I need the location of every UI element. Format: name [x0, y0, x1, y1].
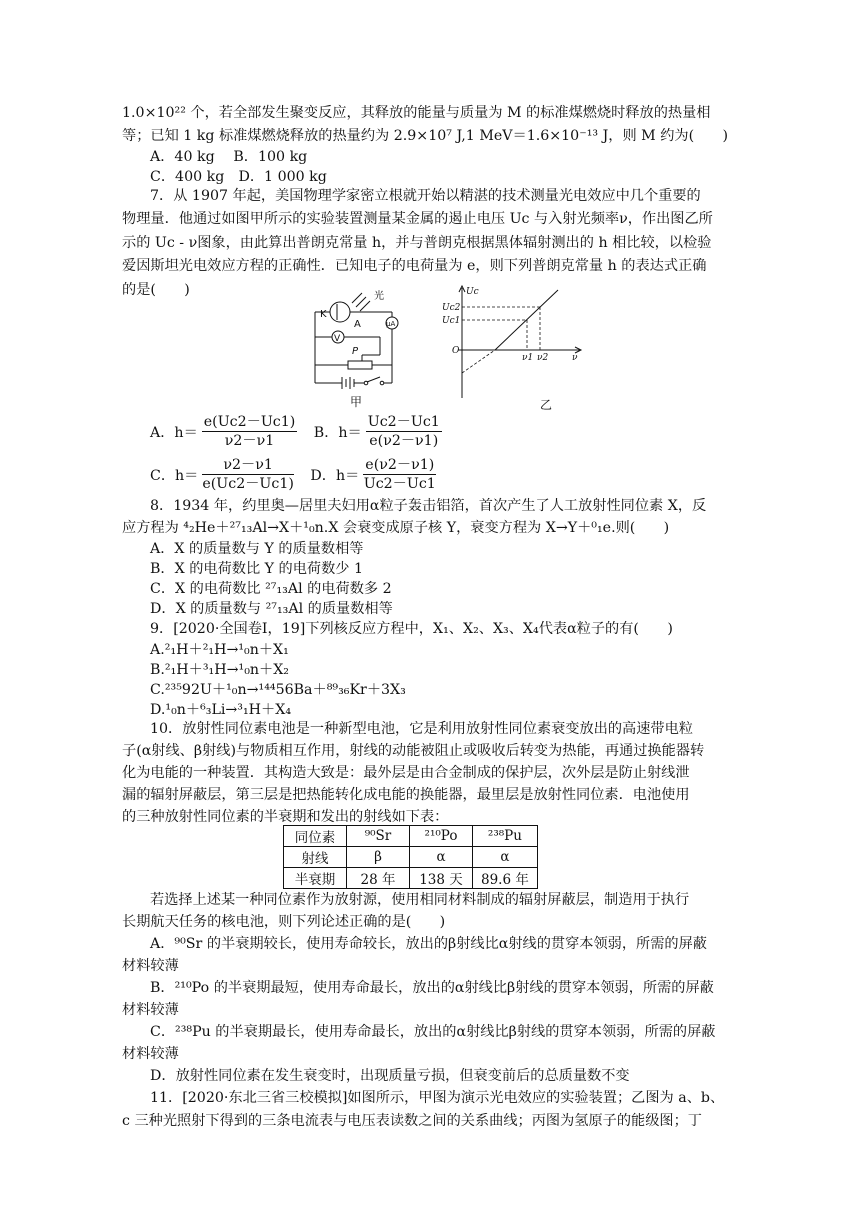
question-10-line: 10．放射性同位素电池是一种新型电池，它是利用放射性同位素衰变放出的高速带电粒 — [150, 721, 693, 737]
microammeter-label: μA — [386, 320, 396, 328]
fraction-denominator: ν2－ν1 — [224, 433, 275, 449]
table-cell: ²¹⁰Po — [410, 826, 473, 847]
voltmeter-label: V — [334, 334, 341, 344]
light-label: 光 — [374, 291, 384, 302]
slider-label: P — [352, 346, 359, 357]
question-7-line: 7．从 1907 年起，美国物理学家密立根就开始以精湛的技术测量光电效应中几个重要的 — [150, 188, 701, 204]
table-cell: β — [347, 847, 410, 868]
question-11-line: 11．[2020·东北三省三校模拟]如图所示，甲图为演示光电效应的实验装置；乙图为 a、b、 — [150, 1090, 725, 1106]
text-line: 的是( ) — [122, 282, 190, 298]
answer-row-ab — [150, 413, 446, 450]
option-line: A.²₁H＋²₁H→¹₀n＋X₁ — [150, 642, 289, 658]
isotope-table — [283, 825, 538, 889]
option-c-fraction — [202, 456, 294, 493]
option-line: D．放射性同位素在发生衰变时，出现质量亏损，但衰变前后的总质量数不变 — [150, 1068, 630, 1084]
fraction-denominator: e(Uc2－Uc1) — [202, 476, 294, 492]
text-line: 的三种放射性同位素的半衰期和发出的射线如下表： — [122, 809, 449, 825]
option-d-fraction — [363, 456, 436, 493]
text-line: 子(α射线、β射线)与物质相互作用，射线的动能被阻止或吸收后转变为热能，再通过换能器转 — [122, 743, 705, 759]
text-line: 等；已知 1 kg 标准煤燃烧释放的热量约为 2.9×10⁷ J,1 MeV＝1.6×10⁻¹³ J，则 M 约为( ) — [122, 128, 729, 144]
table-cell: α — [473, 847, 538, 868]
text-line: 漏的辐射屏蔽层，第三层是把热能转化成电能的换能器，最里层是放射性同位素．电池使用 — [122, 787, 690, 803]
table-cell: α — [410, 847, 473, 868]
option-a-label: A．h＝ — [150, 424, 198, 441]
table-row — [284, 826, 538, 847]
option-line: 材料较薄 — [122, 1046, 179, 1062]
uc1-label: Uc1 — [442, 316, 461, 326]
option-line: B．²¹⁰Po 的半衰期最短，使用寿命最长，放出的α射线比β射线的贯穿本领弱，所需的屏蔽 — [150, 980, 714, 996]
fraction-numerator: Uc2－Uc1 — [367, 414, 440, 430]
option-line: C.²³⁵92U＋¹₀n→¹⁴⁴56Ba＋⁸⁹₃₆Kr＋3X₃ — [150, 682, 406, 698]
option-line: A．X 的质量数与 Y 的质量数相等 — [150, 541, 364, 557]
option-line: B.²₁H＋³₁H→¹₀n＋X₂ — [150, 662, 289, 678]
option-line: C．²³⁸Pu 的半衰期最长，使用寿命最长，放出的α射线比β射线的贯穿本领弱，所需的屏蔽 — [150, 1024, 716, 1040]
option-d-label: D．h＝ — [310, 467, 360, 484]
text-line: 1.0×10²² 个，若全部发生聚变反应，其释放的能量与质量为 M 的标准煤燃烧时释放的热量相 — [122, 105, 711, 121]
text-line: 化为电能的一种装置．其构造大致是：最外层是由合金制成的保护层，次外层是防止射线泄 — [122, 765, 690, 781]
anode-label: A — [354, 319, 361, 330]
option-line: 材料较薄 — [122, 958, 179, 974]
table-cell: ²³⁸Pu — [473, 826, 538, 847]
fraction-denominator: Uc2－Uc1 — [363, 476, 436, 492]
uc-nu-graph — [440, 280, 590, 410]
table-row — [284, 847, 538, 868]
option-line: C．400 kg D．1 000 kg — [150, 169, 327, 185]
fraction-denominator: e(ν2－ν1) — [369, 433, 439, 449]
fraction-numerator: e(Uc2－Uc1) — [203, 414, 296, 430]
table-row — [284, 868, 538, 889]
nu1-label: ν1 — [522, 353, 534, 363]
table-cell: 28 年 — [347, 868, 410, 889]
fraction-numerator: ν2－ν1 — [202, 456, 294, 475]
option-line: D.¹₀n＋⁶₃Li→³₁H＋X₄ — [150, 702, 292, 718]
figure-caption-yi: 乙 — [540, 398, 553, 412]
circuit-diagram — [300, 285, 420, 410]
table-cell: ⁹⁰Sr — [347, 826, 410, 847]
question-8-line: 8．1934 年，约里奥—居里夫妇用α粒子轰击铝箔，首次产生了人工放射性同位素 X，反 — [150, 498, 707, 514]
y-axis-label: Uc — [466, 287, 479, 297]
question-9-line: 9．[2020·全国卷Ⅰ，19]下列核反应方程中，X₁、X₂、X₃、X₄代表α粒子的有( ) — [150, 621, 673, 637]
option-line: D．X 的质量数与 ²⁷₁₃Al 的质量数相等 — [150, 601, 393, 617]
option-c-label: C．h＝ — [150, 467, 199, 484]
text-line: 物理量．他通过如图甲所示的实验装置测量某金属的遏止电压 Uc 与入射光频率ν，作出图乙所 — [122, 211, 713, 227]
option-line: C．X 的电荷数比 ²⁷₁₃Al 的电荷数多 2 — [150, 581, 392, 597]
text-line: 长期航天任务的核电池，则下列论述正确的是( ) — [122, 914, 446, 930]
x-axis-label: ν — [572, 353, 578, 363]
option-line: 材料较薄 — [122, 1002, 179, 1018]
table-cell: 射线 — [284, 847, 347, 868]
cathode-label: K — [320, 309, 327, 320]
answer-row-cd — [150, 456, 440, 493]
option-line: A．⁹⁰Sr 的半衰期较长，使用寿命较长，放出的β射线比α射线的贯穿本领弱，所需的屏蔽 — [150, 936, 707, 952]
option-b-fraction — [366, 413, 442, 450]
table-cell: 89.6 年 — [473, 868, 538, 889]
option-a-fraction — [202, 413, 298, 450]
table-cell: 半衰期 — [284, 868, 347, 889]
option-line: B．X 的电荷数比 Y 的电荷数少 1 — [150, 561, 364, 577]
fraction-numerator: e(ν2－ν1) — [365, 457, 435, 473]
text-line: 示的 Uc - ν图象，由此算出普朗克常量 h，并与普朗克根据黑体辐射测出的 h 相比较，以检验 — [122, 235, 712, 251]
origin-label: O — [452, 346, 460, 356]
option-b-label: B．h＝ — [313, 424, 362, 441]
option-line: A．40 kg B．100 kg — [150, 149, 308, 165]
text-line: 爱因斯坦光电效应方程的正确性．已知电子的电荷量为 e，则下列普朗克常量 h 的表达式正确 — [122, 258, 707, 274]
nu2-label: ν2 — [537, 353, 549, 363]
table-cell: 同位素 — [284, 826, 347, 847]
table-cell: 138 天 — [410, 868, 473, 889]
text-line: c 三种光照射下得到的三条电流表与电压表读数之间的关系曲线；丙图为氢原子的能级图；丁 — [122, 1113, 702, 1129]
text-line: 若选择上述某一种同位素作为放射源，使用相同材料制成的辐射屏蔽层，制造用于执行 — [150, 892, 690, 908]
text-line: 应方程为 ⁴₂He＋²⁷₁₃Al→X＋¹₀n.X 会衰变成原子核 Y，衰变方程为 X→Y＋⁰₁e.则( ) — [122, 520, 670, 536]
figure-caption-jia: 甲 — [350, 395, 363, 409]
uc2-label: Uc2 — [442, 303, 461, 313]
